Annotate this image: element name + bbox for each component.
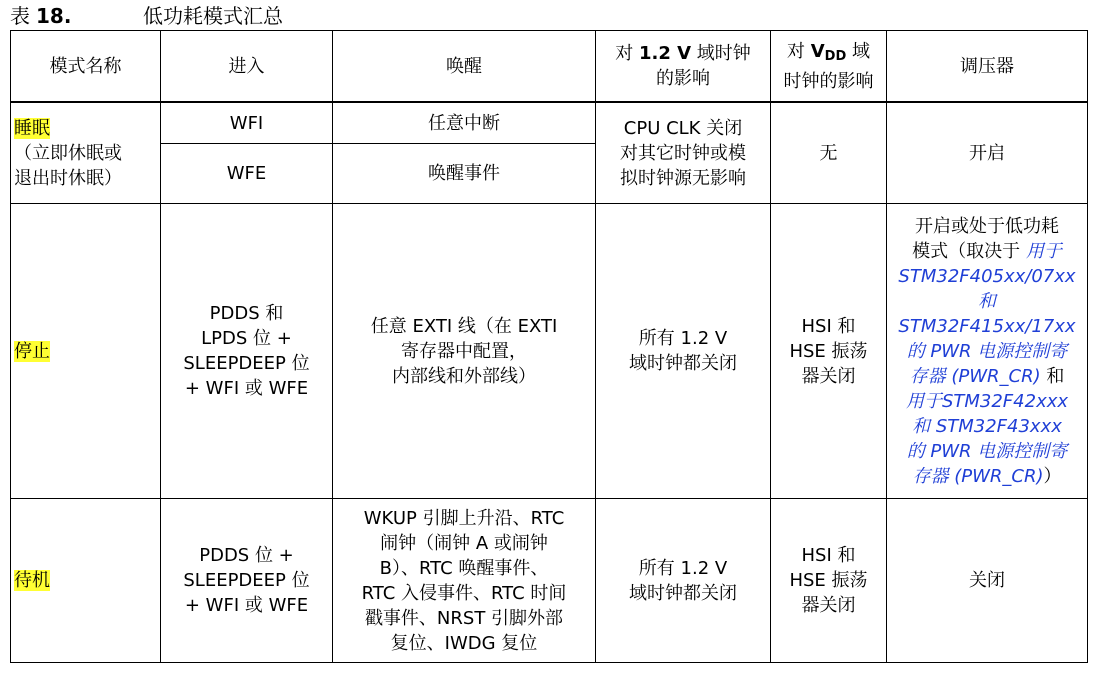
stop-reg-line1: 开启或处于低功耗	[915, 215, 1059, 237]
caption-number: 18.	[36, 4, 72, 28]
standby-wake-line5: 戳事件、NRST 引脚外部	[364, 607, 564, 629]
standby-vdd-line1: HSI 和	[801, 545, 856, 566]
stop-regulator	[887, 204, 1088, 499]
standby-v12-line1: 所有 1.2 V	[638, 557, 728, 579]
stop-wakeup	[333, 204, 596, 499]
header-enter: 进入	[161, 31, 333, 103]
stop-v12-line1: 所有 1.2 V	[638, 328, 728, 349]
sleep-row-wfi	[11, 102, 1088, 144]
header-v12-suffix: 域时钟	[696, 43, 751, 64]
sleep-v12-line1: CPU CLK 关闭	[623, 117, 743, 139]
stop-enter-line4: + WFI 或 WFE	[184, 378, 309, 399]
sleep-v12-line3: 拟时钟源无影响	[620, 167, 746, 189]
standby-mode-cell	[11, 499, 161, 663]
stop-reg-link8[interactable]: 和 STM32F43xxx	[912, 415, 1062, 437]
sleep-wake-wfi: 任意中断	[333, 102, 596, 144]
standby-v12-line2: 域时钟都关闭	[629, 582, 737, 604]
header-v12-value: 1.2 V	[638, 43, 692, 64]
sleep-enter-wfe: WFE	[161, 144, 333, 204]
stop-enter-line3: SLEEPDEEP 位	[183, 353, 310, 374]
standby-enter-line2: SLEEPDEEP 位	[183, 570, 310, 591]
header-vdd-sub: DD	[824, 48, 847, 64]
header-regulator: 调压器	[887, 31, 1088, 103]
standby-vdd-line3: 器关闭	[801, 595, 856, 616]
header-v12-prefix: 对	[615, 43, 634, 64]
standby-enter	[161, 499, 333, 663]
stop-reg-line2: 模式（取决于	[912, 240, 1021, 262]
stop-reg-link7[interactable]: 用于STM32F42xxx	[905, 390, 1069, 412]
standby-wake-line6: 复位、IWDG 复位	[390, 632, 538, 654]
stop-enter	[161, 204, 333, 499]
stop-reg-link4[interactable]: STM32F415xx/17xx	[898, 315, 1076, 337]
stop-v12-line2: 域时钟都关闭	[629, 353, 737, 374]
stop-reg-link5[interactable]: 的 PWR 电源控制寄	[906, 340, 1068, 362]
header-v12-effect	[596, 31, 771, 103]
sleep-vdd-effect: 无	[771, 102, 887, 204]
stop-reg-close: ）	[1043, 465, 1062, 487]
header-vdd-line2: 时钟的影响	[783, 70, 874, 92]
header-v12-line2: 的影响	[656, 68, 710, 89]
stop-wake-line2: 寄存器中配置，	[401, 340, 527, 362]
sleep-wake-wfe: 唤醒事件	[333, 144, 596, 204]
sleep-enter-wfi: WFI	[161, 102, 333, 144]
stop-mode-cell	[11, 204, 161, 499]
standby-wake-line3: B）、RTC 唤醒事件、	[379, 557, 549, 579]
header-vdd-prefix: 对	[787, 40, 805, 62]
stop-reg-link10[interactable]: 存器 (PWR_CR)	[912, 465, 1044, 487]
stop-v12-effect	[596, 204, 771, 499]
stop-vdd-line2: HSE 振荡	[789, 340, 868, 362]
standby-v12-effect	[596, 499, 771, 663]
caption-title: 低功耗模式汇总	[143, 4, 283, 28]
stop-reg-link1[interactable]: 用于	[1025, 240, 1062, 262]
stop-reg-link6[interactable]: 存器 (PWR_CR)	[909, 365, 1041, 387]
stop-reg-link3[interactable]: 和	[978, 290, 996, 312]
sleep-note-line2: 退出时休眠）	[14, 167, 122, 189]
standby-mode-name: 待机	[14, 570, 50, 591]
stop-enter-line2: LPDS 位 +	[201, 328, 292, 349]
header-mode-name: 模式名称	[11, 31, 161, 103]
standby-regulator: 关闭	[887, 499, 1088, 663]
standby-wake-line2: 闹钟（闹钟 A 或闹钟	[380, 532, 548, 554]
stop-wake-line3: 内部线和外部线）	[392, 365, 536, 387]
stop-reg-link9[interactable]: 的 PWR 电源控制寄	[906, 440, 1068, 462]
stop-enter-line1: PDDS 和	[209, 303, 284, 324]
stop-vdd-effect	[771, 204, 887, 499]
low-power-modes-table	[10, 30, 1088, 663]
stop-vdd-line3: 器关闭	[801, 365, 856, 387]
stop-reg-and: 和	[1046, 365, 1065, 387]
table-caption	[10, 3, 283, 29]
stop-mode-name: 停止	[14, 340, 50, 362]
stop-row	[11, 204, 1088, 499]
header-vdd-effect	[771, 31, 887, 103]
sleep-regulator: 开启	[887, 102, 1088, 204]
sleep-v12-line2: 对其它时钟或模	[620, 142, 746, 164]
header-wakeup: 唤醒	[333, 31, 596, 103]
stop-wake-line1: 任意 EXTI 线（在 EXTI	[370, 315, 558, 337]
standby-enter-line1: PDDS 位 +	[199, 545, 294, 566]
sleep-v12-effect	[596, 102, 771, 204]
caption-prefix: 表	[10, 4, 30, 28]
header-vdd-v: V	[810, 40, 825, 62]
standby-vdd-effect	[771, 499, 887, 663]
header-row	[11, 31, 1088, 103]
sleep-mode-name: 睡眠	[14, 117, 50, 139]
stop-vdd-line1: HSI 和	[801, 315, 856, 337]
standby-enter-line3: + WFI 或 WFE	[184, 595, 309, 616]
sleep-note-line1: （立即休眠或	[14, 142, 122, 164]
standby-wake-line1: WKUP 引脚上升沿、RTC	[363, 507, 565, 529]
sleep-mode-cell	[11, 102, 161, 204]
standby-wakeup	[333, 499, 596, 663]
standby-vdd-line2: HSE 振荡	[789, 570, 868, 591]
stop-reg-link2[interactable]: STM32F405xx/07xx	[898, 265, 1076, 287]
header-vdd-suffix: 域	[852, 40, 870, 62]
standby-row	[11, 499, 1088, 663]
standby-wake-line4: RTC 入侵事件、RTC 时间	[361, 582, 567, 604]
